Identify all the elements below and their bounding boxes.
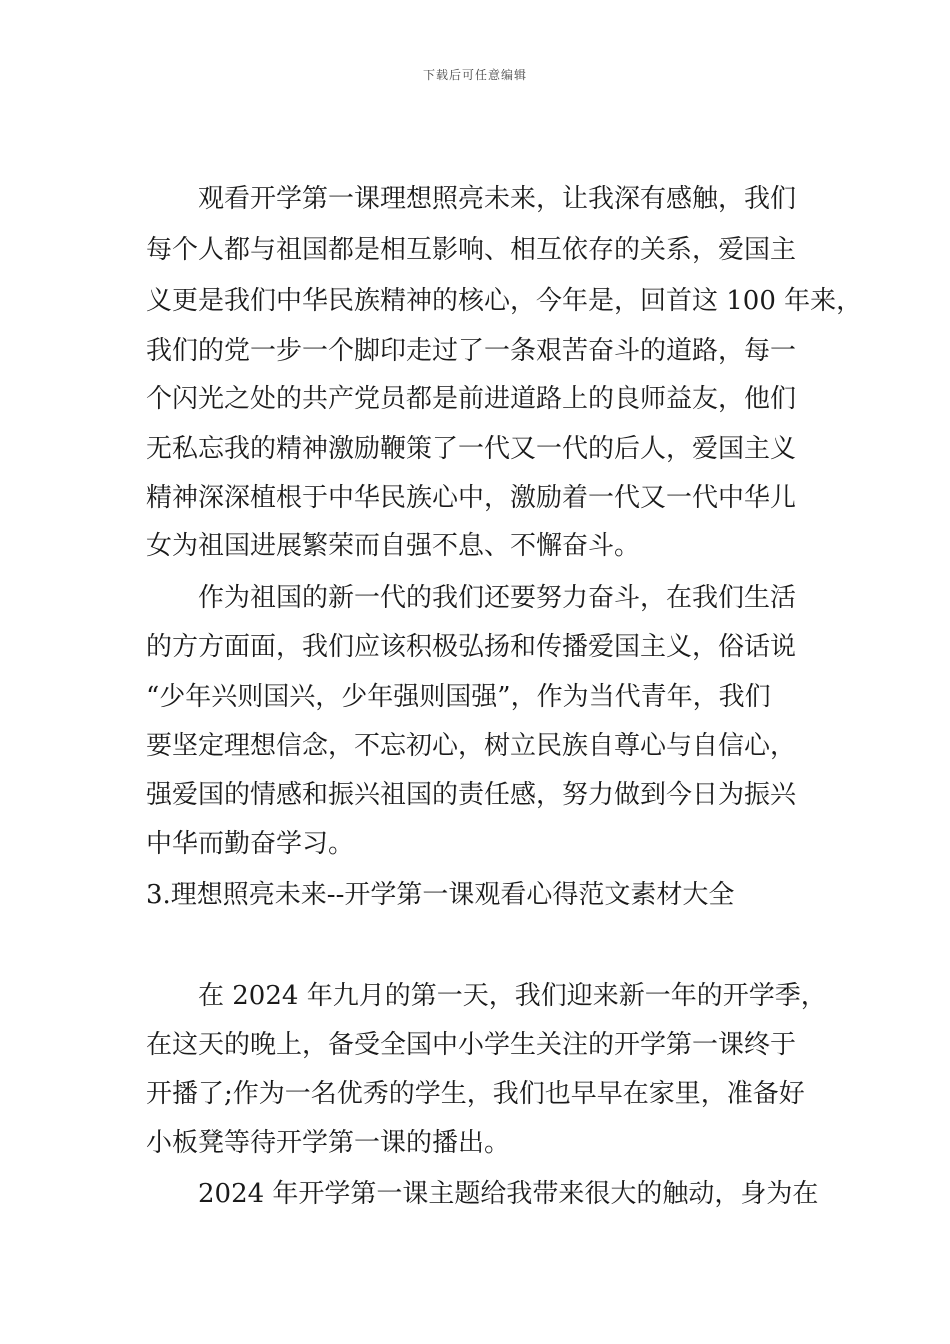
paragraph-1-line-8: 女为祖国进展繁荣而自强不息、不懈奋斗。 [146,531,641,561]
paragraph-2-line-5: 强爱国的情感和振兴祖国的责任感，努力做到今日为振兴 [146,780,797,810]
paragraph-1-line-1: 观看开学第一课理想照亮未来，让我深有感触，我们 [198,184,797,214]
paragraph-2-line-6: 中华而勤奋学习。 [146,829,355,859]
paragraph-3-line-2: 在这天的晚上，备受全国中小学生关注的开学第一课终于 [146,1030,797,1060]
paragraph-1-line-4: 我们的党一步一个脚印走过了一条艰苦奋斗的道路，每一 [146,336,797,366]
paragraph-1-line-5: 个闪光之处的共产党员都是前进道路上的良师益友，他们 [146,384,797,414]
paragraph-2-line-4: 要坚定理想信念，不忘初心，树立民族自尊心与自信心， [146,731,797,761]
paragraph-2-line-2: 的方方面面，我们应该积极弘扬和传播爱国主义，俗话说 [146,632,797,662]
paragraph-3-line-3: 开播了;作为一名优秀的学生，我们也早早在家里，准备好 [146,1079,805,1109]
paragraph-3-line-1: 在 2024 年九月的第一天，我们迎来新一年的开学季， [198,981,827,1011]
paragraph-1-line-2: 每个人都与祖国都是相互影响、相互依存的关系，爱国主 [146,235,797,265]
paragraph-3-line-4: 小板凳等待开学第一课的播出。 [146,1128,511,1158]
paragraph-4-line-1: 2024 年开学第一课主题给我带来很大的触动，身为在 [198,1179,819,1209]
page-header: 下载后可任意编辑 [422,68,527,82]
paragraph-1-line-7: 精神深深植根于中华民族心中，激励着一代又一代中华儿 [146,483,797,513]
section-heading: 3.理想照亮未来--开学第一课观看心得范文素材大全 [146,880,735,910]
paragraph-1-line-3: 义更是我们中华民族精神的核心，今年是，回首这 100 年来， [146,286,863,316]
paragraph-2-line-1: 作为祖国的新一代的我们还要努力奋斗，在我们生活 [198,583,797,613]
paragraph-1-line-6: 无私忘我的精神激励鞭策了一代又一代的后人，爱国主义 [146,434,797,464]
paragraph-2-line-3: “少年兴则国兴，少年强则国强”，作为当代青年，我们 [146,682,771,712]
